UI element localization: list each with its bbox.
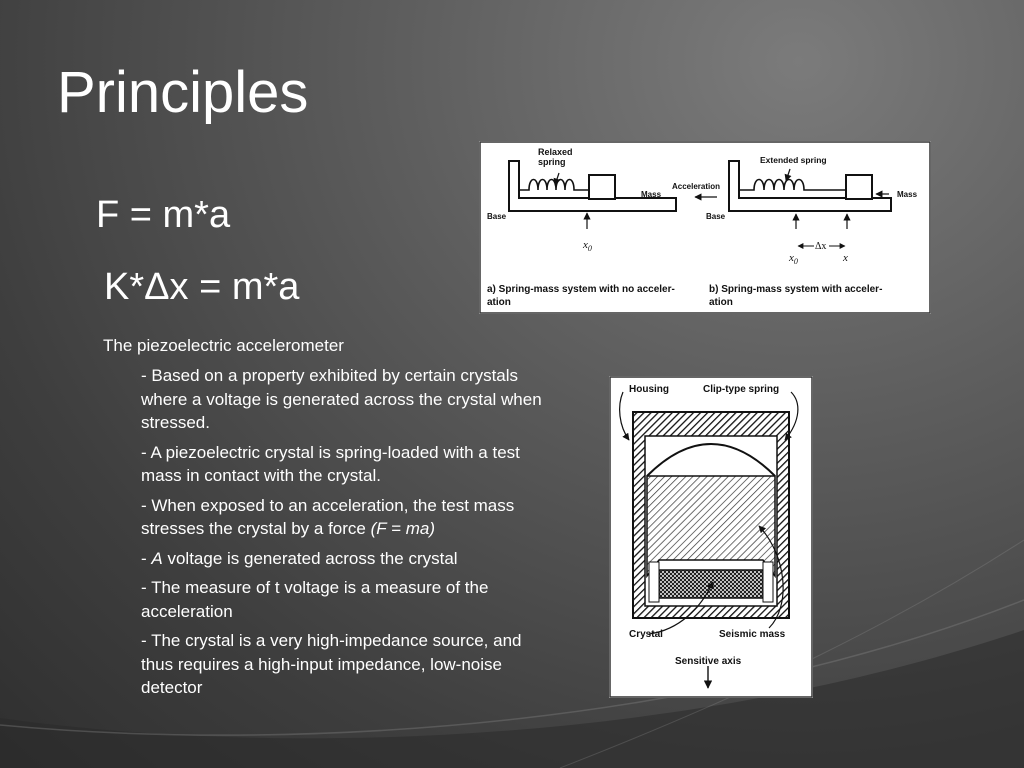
- bullet-item: [141, 547, 549, 571]
- housing-label: Housing: [629, 384, 669, 395]
- mass-label: Mass: [897, 190, 918, 199]
- caption-b: ation: [709, 297, 733, 308]
- bullet-text: - When exposed to an acceleration, the test mass stresses the crystal by a force: [141, 495, 515, 538]
- x0-label: x: [789, 252, 794, 264]
- relaxed-spring-label: spring: [538, 157, 566, 167]
- caption-a: ation: [487, 297, 511, 308]
- subheading: The piezoelectric accelerometer: [103, 336, 344, 355]
- mass-block: [846, 175, 872, 199]
- caption-a: a) Spring-mass system with no acceler-: [487, 284, 675, 295]
- x0-label: x: [583, 239, 588, 251]
- base-label: Base: [487, 212, 507, 221]
- svg-text:x0: [582, 239, 592, 253]
- delta-x-label: Δx: [815, 241, 827, 252]
- bullet-list: [141, 364, 549, 706]
- bullet-prefix: -: [141, 548, 152, 568]
- slide-title: Principles: [57, 60, 309, 125]
- extended-spring-coil: [739, 180, 846, 191]
- relaxed-spring-label: Relaxed: [538, 147, 573, 157]
- bullet-formula: (F = ma): [370, 519, 435, 538]
- crystal-shape: [659, 570, 763, 598]
- mass-block: [589, 175, 615, 199]
- crystal-label: Crystal: [629, 629, 663, 640]
- caption-b: b) Spring-mass system with acceler-: [709, 284, 883, 295]
- bullet-item: - Based on a property exhibited by certain crystals where a voltage is generated across the crystal when stressed.: [141, 366, 542, 432]
- mass-label: Mass: [641, 190, 662, 199]
- spring-mass-figure: [479, 141, 931, 314]
- accelerated-system-diagram: [695, 161, 891, 246]
- bullet-item: - A piezoelectric crystal is spring-loaded with a test mass in contact with the crystal.: [141, 442, 520, 485]
- bullet-item: - The crystal is a very high-impedance source, and thus requires a high-input impedance, low-noise detector: [141, 631, 522, 697]
- equation-spring: K*Δx = m*a: [104, 266, 300, 308]
- bullet-item: - The measure of t voltage is a measure of the acceleration: [141, 578, 489, 621]
- clip-spring-label: Clip-type spring: [703, 384, 780, 395]
- base-label: Base: [706, 212, 726, 221]
- svg-text:x0: [788, 252, 798, 266]
- accelerometer-figure: [609, 376, 813, 698]
- equation-newton: F = m*a: [96, 194, 231, 236]
- sensitive-axis-label: Sensitive axis: [675, 656, 742, 667]
- seismic-mass-label: Seismic mass: [719, 629, 786, 640]
- acceleration-label: Acceleration: [672, 182, 721, 191]
- bullet-item: [141, 494, 549, 541]
- x0-subscript: 0: [793, 257, 798, 266]
- relaxed-spring-coil: [519, 180, 589, 191]
- bullet-italic-word: A: [151, 548, 163, 568]
- x0-subscript: 0: [587, 244, 592, 253]
- bullet-text: voltage is generated across the crystal: [162, 548, 458, 568]
- accelerometer-cross-section: [620, 392, 798, 688]
- x-label: x: [843, 252, 848, 264]
- extended-spring-label: Extended spring: [760, 155, 827, 165]
